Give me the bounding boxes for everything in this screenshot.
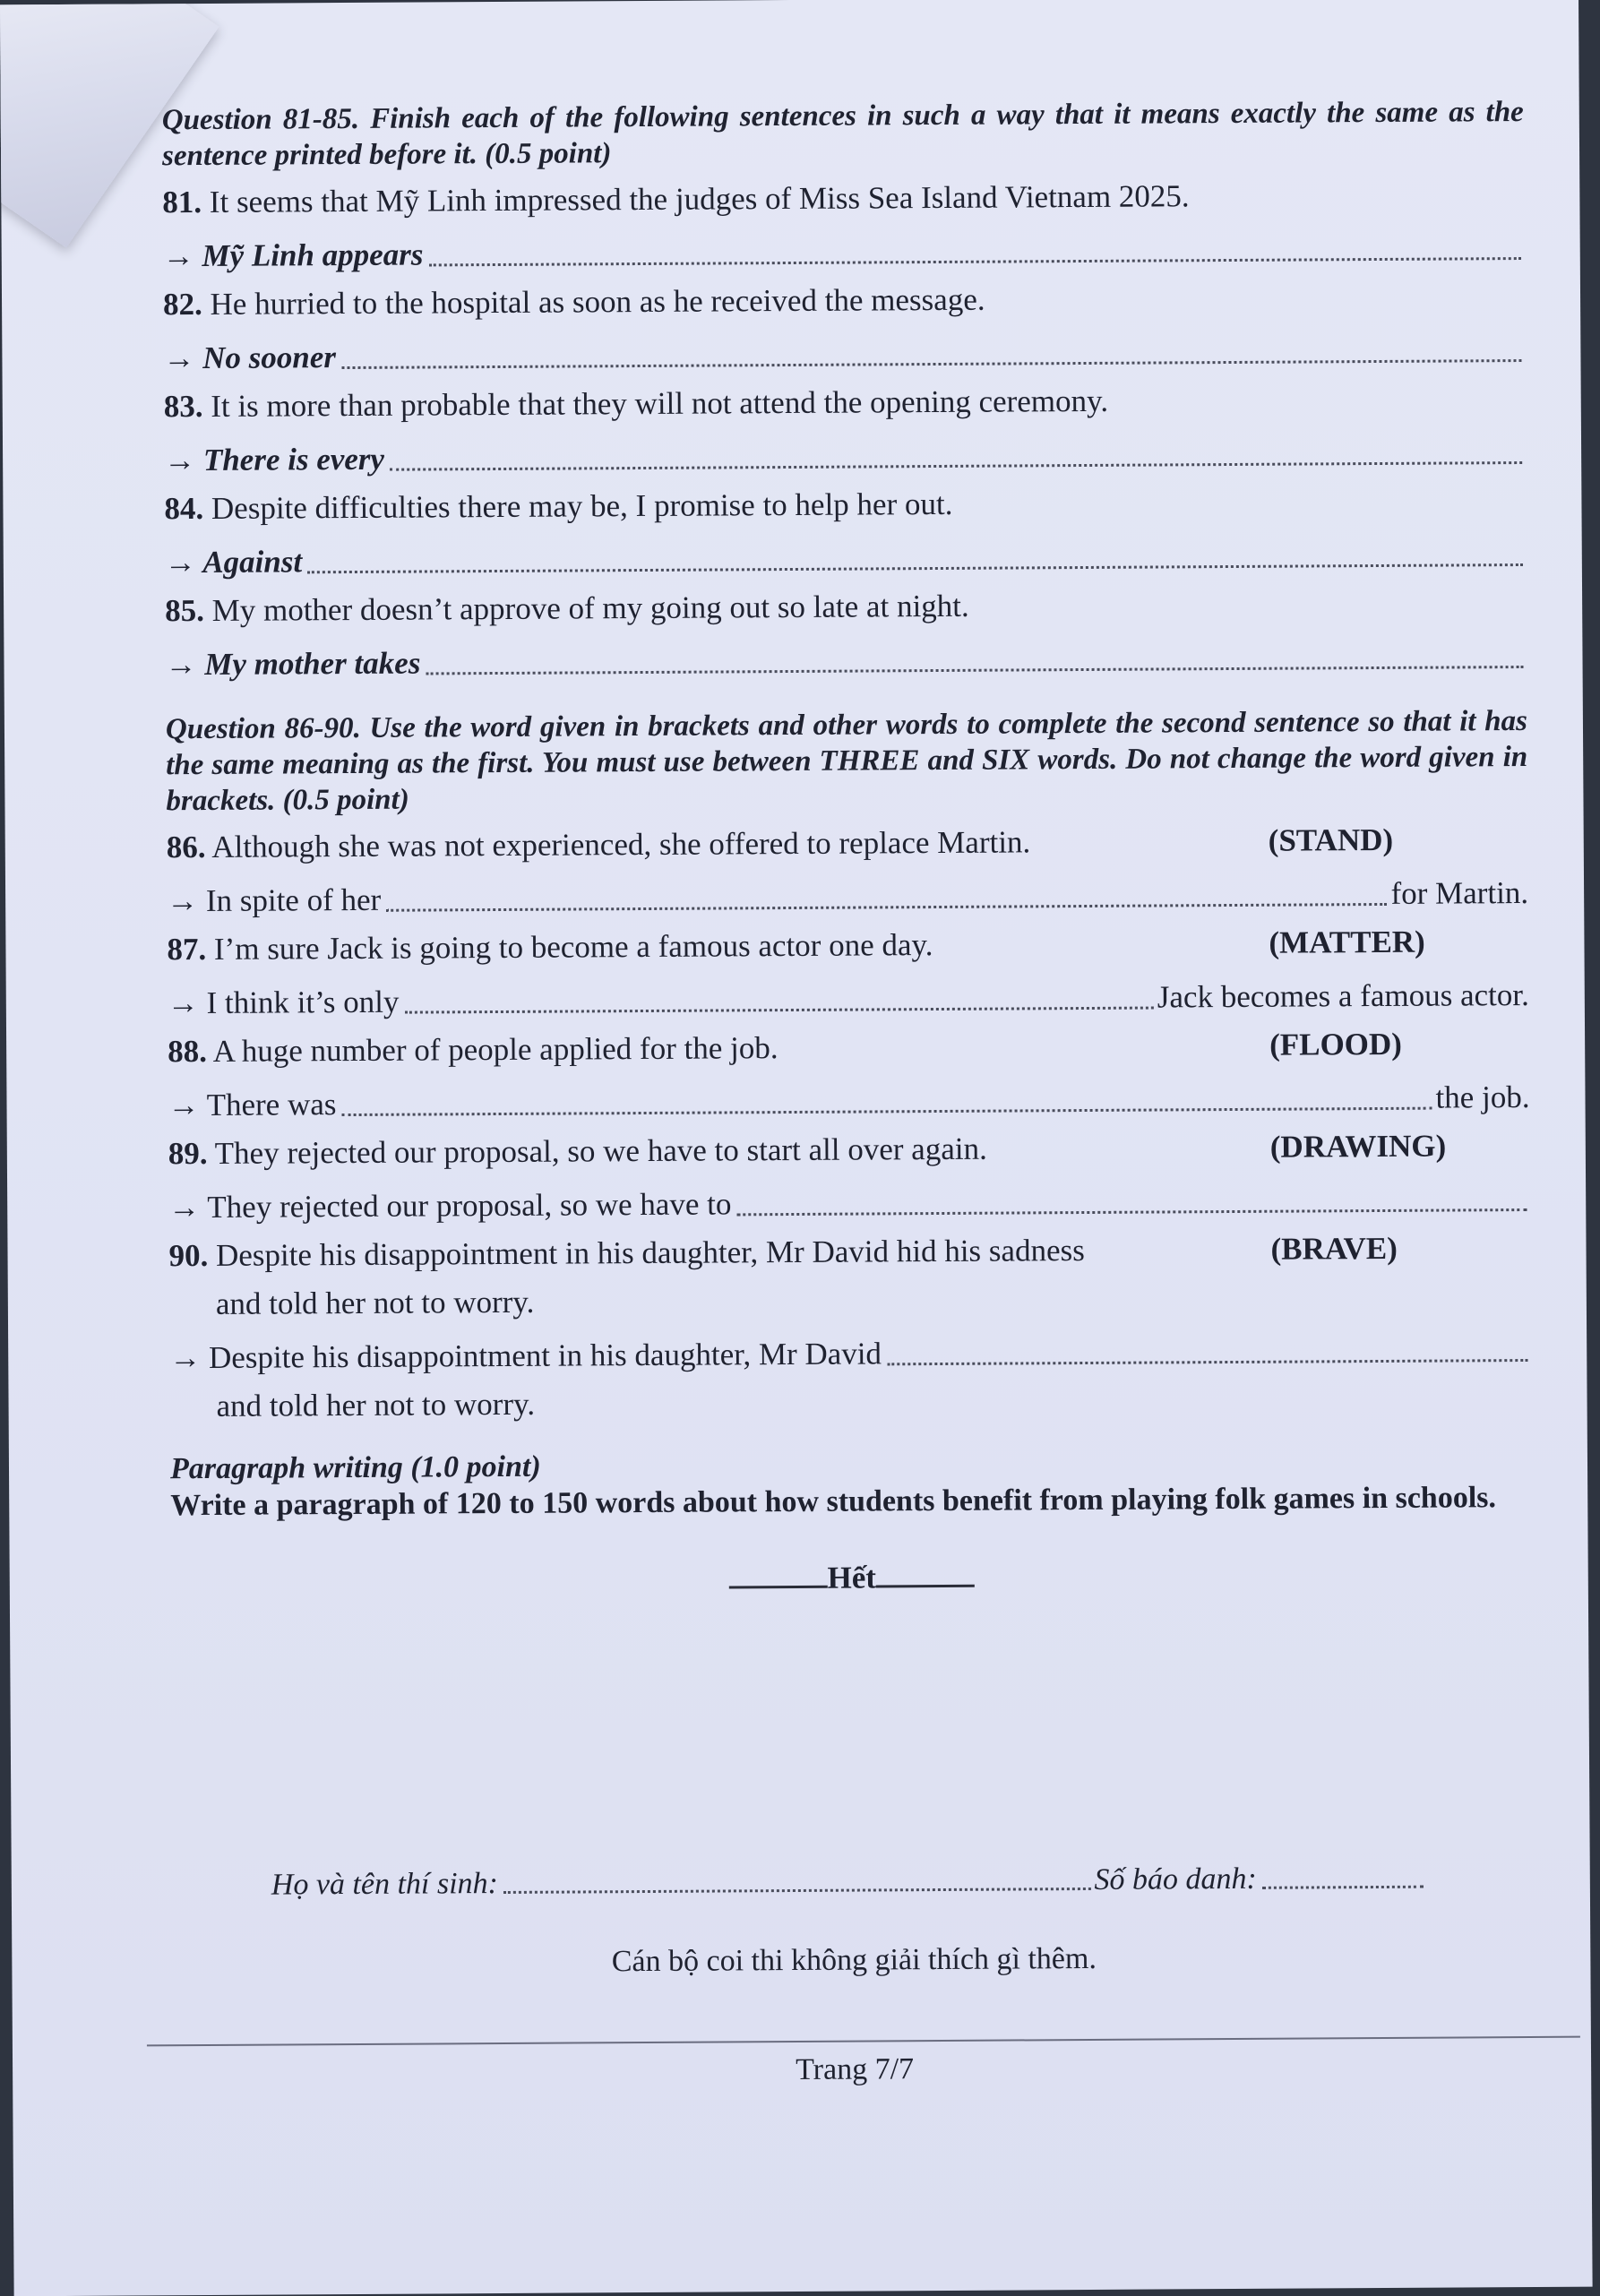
answer-prompt: → There was [168, 1087, 337, 1123]
question-number: 82. [162, 287, 202, 322]
question-number: 88. [168, 1033, 208, 1070]
answer-blank[interactable] [405, 1006, 1154, 1014]
question-sentence: It seems that Mỹ Linh impressed the judges of Miss Sea Island Vietnam 2025. [209, 178, 1190, 219]
question-number: 86. [166, 829, 206, 865]
question-sentence: Although she was not experienced, she offered to replace Martin. [211, 824, 1031, 864]
question-sentence: He hurried to the hospital as soon as he received the message. [210, 281, 985, 322]
question-82 [163, 277, 1526, 378]
answer-blank[interactable] [736, 1208, 1527, 1216]
question-sentence-continued: and told her not to worry. [215, 1284, 535, 1321]
answer-prompt: → My mother takes [165, 645, 421, 683]
paragraph-writing-title: Paragraph writing (1.0 point) [169, 1449, 541, 1486]
proctor-note: Cán bộ coi thi không giải thích gì thêm. [611, 1941, 1097, 1979]
keyword: (MATTER) [1269, 924, 1425, 960]
footer-divider [147, 2036, 1580, 2047]
answer-blank[interactable] [426, 665, 1523, 675]
question-number: 84. [164, 491, 204, 527]
candidate-name-label: Họ và tên thí sinh: [271, 1867, 499, 1902]
end-mark [171, 1556, 1533, 1600]
answer-prompt: → They rejected our proposal, so we have to [168, 1186, 732, 1225]
answer-prompt: → Mỹ Linh appears [162, 236, 424, 274]
question-number: 81. [162, 185, 202, 220]
candidate-info [173, 1861, 1535, 1903]
question-number: 83. [163, 389, 203, 425]
keyword: (STAND) [1268, 821, 1394, 858]
answer-tail: for Martin. [1390, 874, 1529, 911]
keyword: (DRAWING) [1269, 1128, 1447, 1165]
keyword: (FLOOD) [1269, 1026, 1403, 1062]
answer-tail: Jack becomes a famous actor. [1157, 976, 1529, 1015]
question-number: 89. [168, 1135, 208, 1172]
answer-prompt-continued: and told her not to worry. [216, 1386, 536, 1423]
candidate-id-label: Số báo danh: [1094, 1862, 1257, 1896]
question-89 [168, 1126, 1531, 1227]
question-sentence: Despite his disappointment in his daughter, Mr David hid his sadness [215, 1233, 1085, 1273]
section-81-85-heading: Question 81-85. Finish each of the following sentences in such a way that it means exactly the same as the sentence printed before it. (0.5 point) [161, 95, 1524, 173]
answer-blank[interactable] [887, 1358, 1527, 1365]
candidate-id-blank[interactable] [1262, 1885, 1424, 1889]
answer-blank[interactable] [429, 256, 1521, 266]
question-sentence: It is more than probable that they will not attend the opening ceremony. [211, 383, 1109, 424]
answer-prompt: → In spite of her [167, 881, 382, 919]
question-83 [164, 379, 1527, 480]
candidate-name-blank[interactable] [503, 1887, 1091, 1894]
answer-prompt: → There is every [164, 441, 385, 478]
section-86-90-heading: Question 86-90. Use the word given in brackets and other words to complete the second sentence so that it has the same meaning as the first. You must use between THREE and SIX words. Do not change the word given in brackets. (0.5 point) [165, 704, 1528, 818]
answer-blank[interactable] [341, 1106, 1432, 1116]
question-sentence: My mother doesn’t approve of my going out so late at night. [211, 588, 969, 628]
paragraph-writing-task: Write a paragraph of 120 to 150 words about how students benefit from playing folk games in schools. [170, 1481, 1497, 1523]
question-number: 87. [167, 931, 207, 967]
question-88 [168, 1024, 1530, 1125]
question-86 [167, 820, 1529, 921]
question-81 [162, 175, 1525, 276]
answer-blank[interactable] [386, 902, 1387, 912]
question-sentence: They rejected our proposal, so we have to start all over again. [214, 1131, 987, 1171]
question-sentence: A huge number of people applied for the job. [212, 1030, 778, 1069]
question-87 [167, 922, 1529, 1023]
answer-prompt: → Despite his disappointment in his daughter, Mr David [169, 1336, 882, 1376]
answer-blank[interactable] [390, 460, 1522, 471]
question-sentence: Despite difficulties there may be, I promise to help her out. [211, 486, 953, 526]
answer-blank[interactable] [341, 358, 1521, 369]
answer-tail: the job. [1435, 1079, 1530, 1115]
answer-prompt: → I think it’s only [167, 984, 400, 1021]
keyword: (BRAVE) [1270, 1230, 1398, 1267]
page-content [162, 94, 1536, 2091]
question-90 [168, 1228, 1531, 1426]
end-mark-text: Hết [827, 1560, 877, 1595]
answer-prompt: → No sooner [163, 340, 337, 376]
question-number: 85. [165, 593, 205, 629]
page-number: Trang 7/7 [796, 2052, 915, 2086]
question-number: 90. [168, 1237, 209, 1274]
question-84 [164, 481, 1527, 582]
question-sentence: I’m sure Jack is going to become a famous actor one day. [213, 927, 933, 967]
question-85 [165, 583, 1527, 684]
answer-prompt: → Against [164, 544, 303, 580]
answer-blank[interactable] [307, 563, 1523, 573]
